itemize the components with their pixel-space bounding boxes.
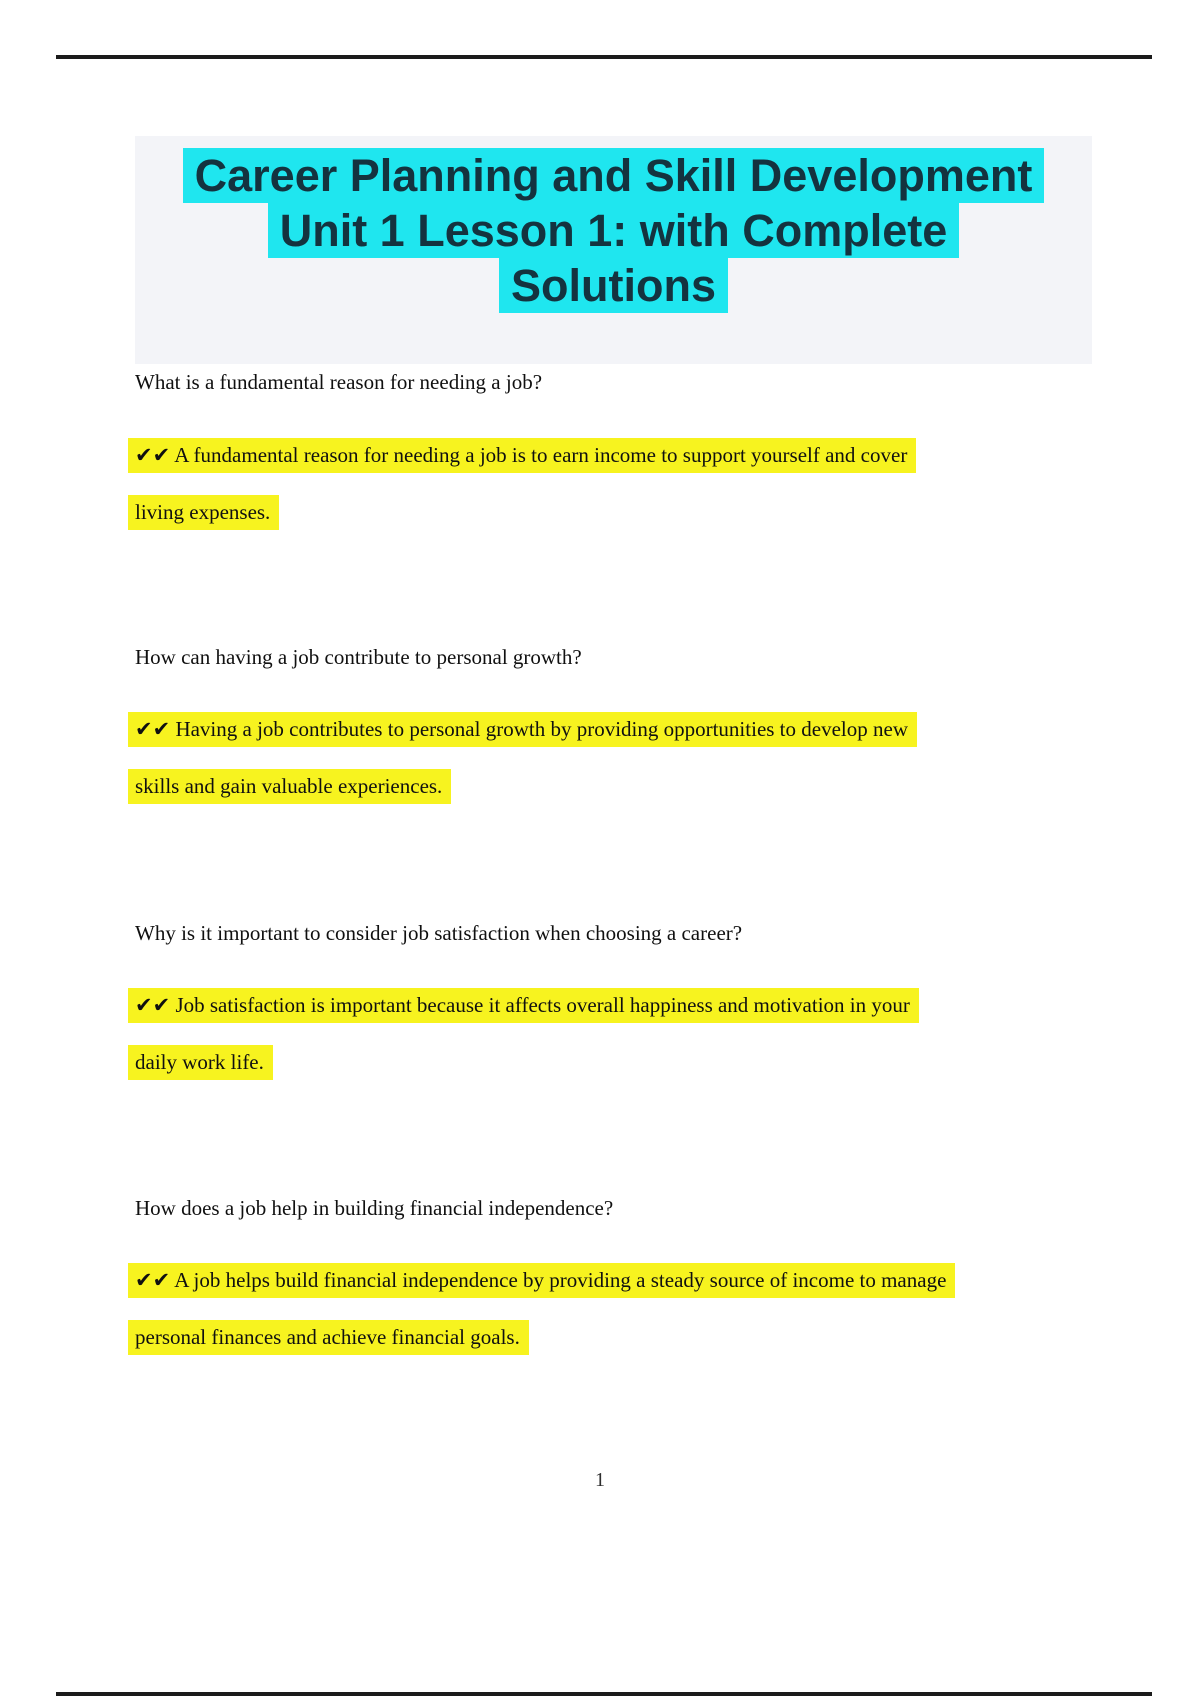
answer-3-line-1 [128, 987, 919, 1023]
answer-2-line-1 [128, 711, 917, 747]
answer-1-line-1 [128, 437, 916, 473]
answer-1-line-2 [128, 494, 279, 530]
answer-highlight: daily work life. [128, 1045, 273, 1080]
answer-3-line-2 [128, 1044, 273, 1080]
title-panel [135, 136, 1092, 364]
title-highlight-1: Career Planning and Skill Development [183, 148, 1045, 203]
title-highlight-2: Unit 1 Lesson 1: with Complete [268, 203, 960, 258]
answer-4-line-2 [128, 1319, 529, 1355]
bottom-divider [56, 1692, 1152, 1696]
question-4: How does a job help in building financial independence? [135, 1196, 614, 1220]
page-number: 1 [595, 1469, 605, 1491]
answer-highlight: ✔✔ Having a job contributes to personal growth by providing opportunities to develop new [128, 712, 917, 747]
answer-highlight: skills and gain valuable experiences. [128, 769, 451, 804]
answer-highlight: ✔✔ A job helps build financial independence by providing a steady source of income to manage [128, 1263, 955, 1298]
question-1: What is a fundamental reason for needing a job? [135, 370, 543, 394]
question-2: How can having a job contribute to personal growth? [135, 645, 582, 669]
answer-highlight: personal finances and achieve financial goals. [128, 1320, 529, 1355]
answer-highlight: ✔✔ Job satisfaction is important because it affects overall happiness and motivation in your [128, 988, 919, 1023]
top-divider [56, 55, 1152, 59]
title-highlight-3: Solutions [499, 258, 728, 313]
document-title-line-1 [135, 148, 1092, 203]
document-title-line-2 [135, 203, 1092, 258]
answer-highlight: living expenses. [128, 495, 279, 530]
document-title-line-3 [135, 258, 1092, 313]
answer-2-line-2 [128, 768, 451, 804]
answer-4-line-1 [128, 1262, 955, 1298]
question-3: Why is it important to consider job satisfaction when choosing a career? [135, 921, 743, 945]
answer-highlight: ✔✔ A fundamental reason for needing a job is to earn income to support yourself and cover [128, 438, 916, 473]
